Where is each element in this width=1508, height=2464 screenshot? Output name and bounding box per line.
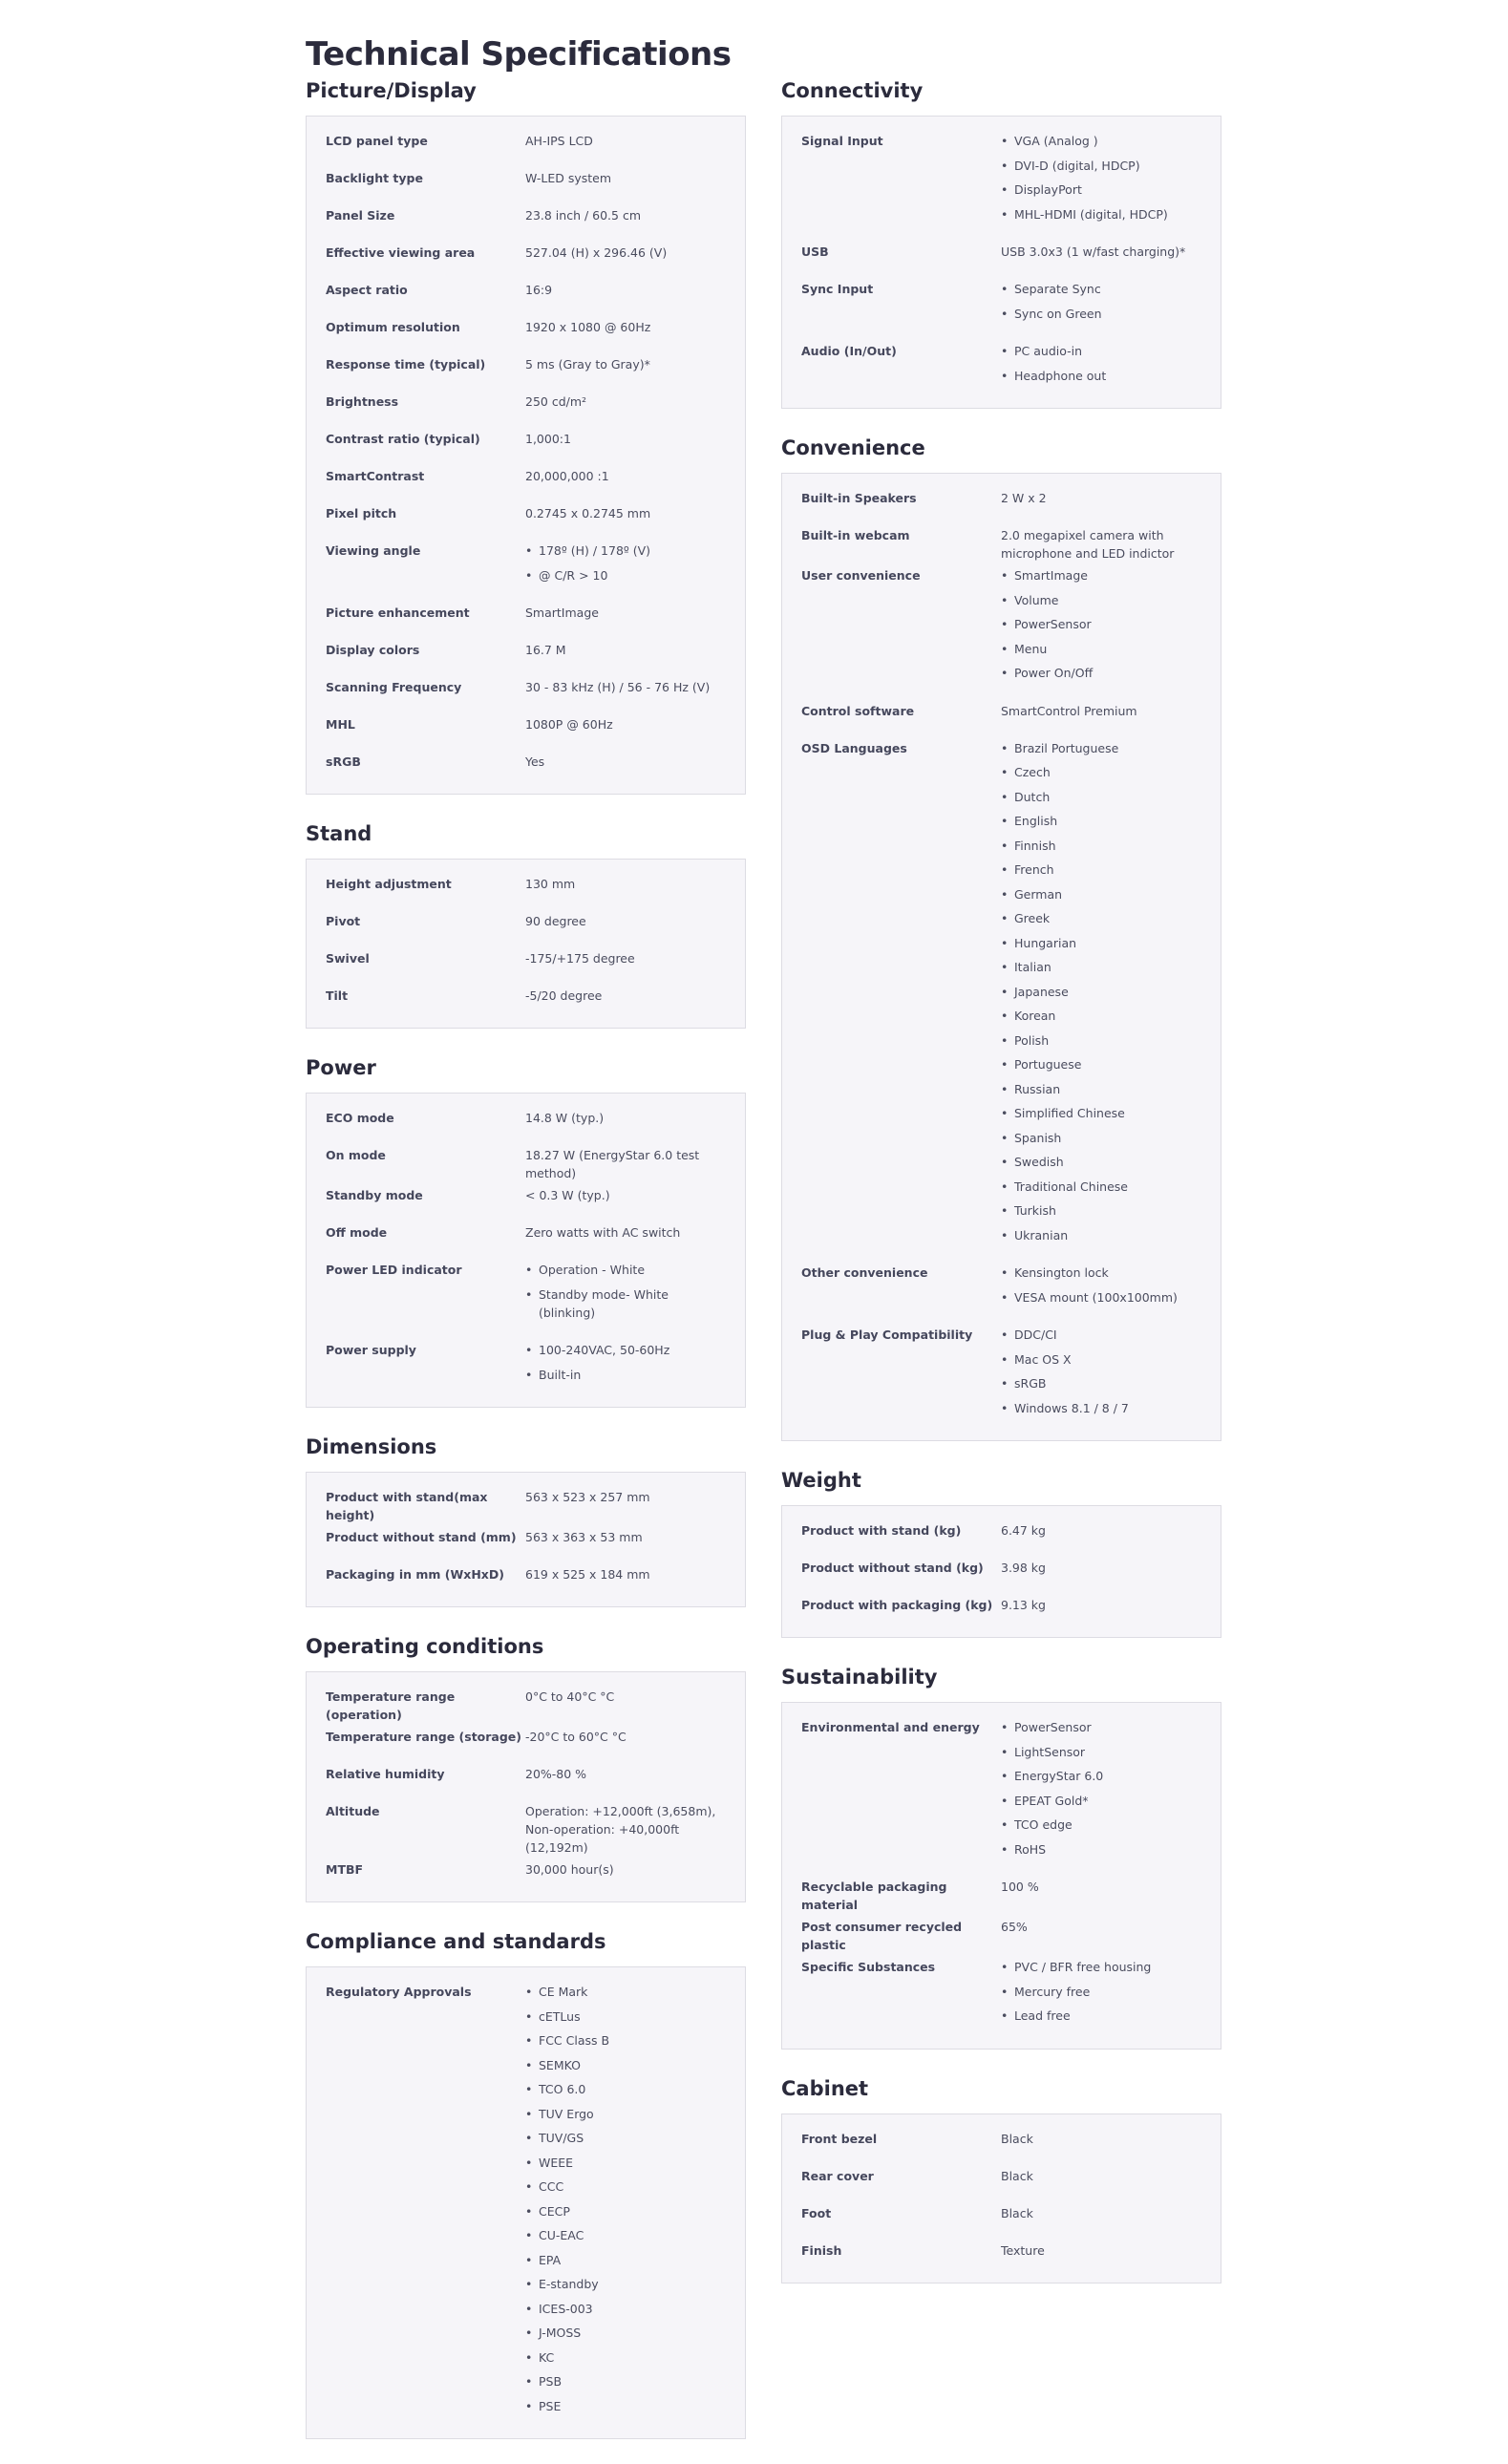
section-title: Power <box>306 1056 376 1079</box>
spec-value-list <box>1001 1326 1201 1417</box>
spec-row <box>326 1561 726 1599</box>
section-cabinet <box>781 2074 1221 2283</box>
spec-value-item: • SmartImage <box>1001 566 1201 584</box>
section-title: Operating conditions <box>306 1635 544 1658</box>
spec-row <box>326 463 726 500</box>
spec-label: Product without stand (mm) <box>326 1530 517 1544</box>
spec-value <box>1001 128 1201 229</box>
spec-value: SmartImage <box>525 605 599 620</box>
spec-label: Control software <box>801 703 915 718</box>
spec-label: Contrast ratio (typical) <box>326 432 480 446</box>
spec-value <box>1001 338 1201 391</box>
spec-value-item: • E-standby <box>525 2275 726 2293</box>
spec-value-item: • Ukranian <box>1001 1226 1201 1244</box>
spec-row <box>326 1857 726 1894</box>
spec-value-item: • Japanese <box>1001 983 1201 1001</box>
spec-label: Picture enhancement <box>326 605 470 620</box>
spec-value: -175/+175 degree <box>525 951 635 966</box>
section-title: Stand <box>306 822 372 845</box>
spec-row <box>326 426 726 463</box>
spec-value: 6.47 kg <box>1001 1523 1046 1538</box>
spec-value-item: • Simplified Chinese <box>1001 1104 1201 1122</box>
spec-value-item: • SEMKO <box>525 2056 726 2074</box>
spec-table <box>306 859 746 1029</box>
spec-label: On mode <box>326 1148 386 1162</box>
spec-row <box>326 277 726 314</box>
spec-value: 1080P @ 60Hz <box>525 717 613 732</box>
spec-value-item: • Volume <box>1001 591 1201 609</box>
spec-label: Backlight type <box>326 171 423 185</box>
spec-value-item: • Separate Sync <box>1001 280 1201 298</box>
spec-value <box>1001 1714 1201 1864</box>
spec-label: Foot <box>801 2205 832 2220</box>
spec-value-item: • KC <box>525 2348 726 2367</box>
spec-value: Zero watts with AC switch <box>525 1225 681 1240</box>
spec-value-item: • RoHS <box>1001 1840 1201 1859</box>
spec-row <box>326 1524 726 1561</box>
spec-value-item: • CECP <box>525 2202 726 2220</box>
spec-row <box>801 2163 1201 2200</box>
spec-label: Signal Input <box>801 134 883 148</box>
spec-value: 527.04 (H) x 296.46 (V) <box>525 245 668 260</box>
spec-table <box>306 116 746 795</box>
spec-label: Audio (In/Out) <box>801 344 897 358</box>
spec-value-item: • German <box>1001 885 1201 903</box>
spec-row <box>326 128 726 165</box>
spec-value-item: • Menu <box>1001 640 1201 658</box>
spec-label: Power supply <box>326 1343 416 1357</box>
spec-label: Environmental and energy <box>801 1720 980 1734</box>
section-picture-display <box>306 76 746 795</box>
spec-label: Scanning Frequency <box>326 680 462 694</box>
spec-value-item: • sRGB <box>1001 1374 1201 1392</box>
spec-value-item: • EnergyStar 6.0 <box>1001 1767 1201 1785</box>
spec-label: Built-in Speakers <box>801 491 917 505</box>
spec-label: Finish <box>801 2242 842 2258</box>
spec-value-item: • Dutch <box>1001 788 1201 806</box>
spec-row <box>326 871 726 908</box>
spec-row <box>801 128 1201 239</box>
section-operating-conditions <box>306 1632 746 1902</box>
spec-row <box>801 1874 1201 1914</box>
spec-value-list <box>1001 280 1201 323</box>
spec-label: Display colors <box>326 643 420 657</box>
spec-label: Sync Input <box>801 282 874 296</box>
spec-row <box>326 351 726 389</box>
spec-value-item: • PowerSensor <box>1001 615 1201 633</box>
spec-row <box>801 239 1201 276</box>
spec-value: 30 - 83 kHz (H) / 56 - 76 Hz (V) <box>525 680 711 694</box>
spec-value-item: • Power On/Off <box>1001 664 1201 682</box>
spec-value: 3.98 kg <box>1001 1561 1046 1575</box>
spec-value-item: • Swedish <box>1001 1153 1201 1171</box>
spec-value: -5/20 degree <box>525 988 603 1003</box>
section-title: Compliance and standards <box>306 1930 606 1953</box>
spec-value-item: • cETLus <box>525 2007 726 2026</box>
spec-value-item: • TUV Ergo <box>525 2105 726 2123</box>
spec-value: 30,000 hour(s) <box>525 1862 614 1877</box>
spec-row <box>326 240 726 277</box>
spec-row <box>326 1337 726 1399</box>
spec-value-list <box>1001 132 1201 223</box>
spec-row <box>326 202 726 240</box>
spec-label: Response time (typical) <box>326 357 486 372</box>
spec-value: W-LED system <box>525 171 612 185</box>
spec-value-item: • EPA <box>525 2251 726 2269</box>
spec-label: Product with stand(max height) <box>326 1490 488 1522</box>
spec-value <box>1001 1322 1201 1423</box>
spec-value: 0°C to 40°C °C <box>525 1689 615 1704</box>
spec-value-list <box>525 1341 726 1384</box>
spec-label: Viewing angle <box>326 543 421 558</box>
spec-row <box>801 2126 1201 2163</box>
spec-value-list <box>525 1983 726 2415</box>
spec-value-item: • WEEE <box>525 2154 726 2172</box>
spec-label: Regulatory Approvals <box>326 1985 472 1999</box>
section-compliance-and-standards <box>306 1927 746 2439</box>
spec-row <box>801 522 1201 563</box>
spec-value-item: • VGA (Analog ) <box>1001 132 1201 150</box>
spec-label: LCD panel type <box>326 134 428 148</box>
spec-value-item: • PVC / BFR free housing <box>1001 1958 1201 1976</box>
spec-value <box>525 538 726 590</box>
spec-value-item: • CCC <box>525 2177 726 2196</box>
spec-row <box>326 1182 726 1220</box>
spec-label: Product with stand (kg) <box>801 1523 962 1538</box>
spec-value: 250 cd/m² <box>525 394 587 409</box>
spec-row <box>801 2238 1201 2275</box>
spec-value-item: • Greek <box>1001 909 1201 927</box>
spec-label: Specific Substances <box>801 1960 936 1974</box>
spec-table <box>781 2114 1221 2283</box>
spec-value: 2.0 megapixel camera with microphone and LED indictor <box>1001 528 1175 561</box>
spec-label: Altitude <box>326 1804 380 1818</box>
spec-row <box>326 1798 726 1857</box>
spec-value: 18.27 W (EnergyStar 6.0 test method) <box>525 1148 700 1180</box>
spec-value-item: • Russian <box>1001 1080 1201 1098</box>
spec-row <box>801 563 1201 698</box>
spec-value <box>525 1257 726 1328</box>
spec-label: Plug & Play Compatibility <box>801 1328 973 1342</box>
spec-row <box>326 538 726 600</box>
spec-row <box>801 485 1201 522</box>
spec-value: 5 ms (Gray to Gray)* <box>525 357 650 372</box>
spec-label: Post consumer recycled plastic <box>801 1920 963 1952</box>
spec-label: Temperature range (operation) <box>326 1689 456 1722</box>
spec-label: Pixel pitch <box>326 506 397 520</box>
spec-value-item: • @ C/R > 10 <box>525 566 726 584</box>
spec-label: OSD Languages <box>801 740 907 755</box>
spec-value: 1920 x 1080 @ 60Hz <box>525 320 651 334</box>
section-weight <box>781 1466 1221 1638</box>
spec-label: Pivot <box>326 914 361 928</box>
spec-value-list <box>1001 1264 1201 1306</box>
spec-label: User convenience <box>801 568 921 583</box>
spec-table <box>306 1472 746 1607</box>
spec-row <box>801 1914 1201 1954</box>
spec-row <box>326 712 726 749</box>
spec-value-item: • PowerSensor <box>1001 1718 1201 1736</box>
spec-value: 16:9 <box>525 283 553 297</box>
spec-value-item: • French <box>1001 860 1201 879</box>
spec-value-list <box>1001 739 1201 1244</box>
spec-value: 23.8 inch / 60.5 cm <box>525 208 642 223</box>
spec-value <box>1001 1260 1201 1312</box>
spec-row <box>326 674 726 712</box>
spec-value-item: • Operation - White <box>525 1261 726 1279</box>
spec-value-item: • Headphone out <box>1001 367 1201 385</box>
spec-label: Other convenience <box>801 1265 928 1280</box>
spec-value: Black <box>1001 2168 1033 2183</box>
spec-table <box>306 1093 746 1408</box>
spec-value-item: • Brazil Portuguese <box>1001 739 1201 757</box>
section-stand <box>306 819 746 1029</box>
spec-value: Black <box>1001 2205 1033 2220</box>
section-convenience <box>781 434 1221 1441</box>
spec-value-item: • PSE <box>525 2397 726 2415</box>
spec-row <box>326 637 726 674</box>
spec-value-list <box>1001 342 1201 385</box>
spec-value: AH-IPS LCD <box>525 134 593 148</box>
spec-row <box>326 1257 726 1337</box>
spec-value-list <box>1001 1958 1201 2025</box>
spec-value-item: • ICES-003 <box>525 2300 726 2318</box>
spec-value-item: • Built-in <box>525 1366 726 1384</box>
spec-value-item: • VESA mount (100x100mm) <box>1001 1288 1201 1306</box>
spec-value <box>525 1337 726 1390</box>
spec-label: Standby mode <box>326 1188 423 1202</box>
spec-value: 20%-80 % <box>525 1767 587 1781</box>
spec-row <box>801 698 1201 735</box>
spec-value-item: • CU-EAC <box>525 2226 726 2244</box>
spec-value-item: • J-MOSS <box>525 2324 726 2342</box>
spec-table <box>781 1505 1221 1638</box>
spec-value-item: • Italian <box>1001 958 1201 976</box>
spec-row <box>326 1724 726 1761</box>
spec-value-item: • Portuguese <box>1001 1055 1201 1073</box>
spec-value: Texture <box>1001 2242 1045 2258</box>
spec-value: Yes <box>525 754 545 769</box>
spec-row <box>801 1714 1201 1874</box>
spec-value: SmartControl Premium <box>1001 703 1137 718</box>
spec-value-item: • Windows 8.1 / 8 / 7 <box>1001 1399 1201 1417</box>
spec-value <box>1001 1954 1201 2031</box>
spec-row <box>801 1518 1201 1555</box>
spec-table <box>781 1702 1221 2050</box>
spec-row <box>326 1105 726 1142</box>
spec-row <box>326 945 726 983</box>
section-title: Dimensions <box>306 1435 437 1458</box>
spec-label: Tilt <box>326 988 349 1003</box>
spec-value-list <box>525 542 726 584</box>
spec-value-item: • TCO edge <box>1001 1816 1201 1834</box>
spec-label: Packaging in mm (WxHxD) <box>326 1567 504 1582</box>
spec-label: Off mode <box>326 1225 388 1240</box>
spec-label: Panel Size <box>326 208 395 223</box>
spec-table <box>306 1966 746 2439</box>
spec-row <box>801 1555 1201 1592</box>
spec-value: 2 W x 2 <box>1001 491 1047 505</box>
spec-value: 16.7 M <box>525 643 566 657</box>
spec-value-item: • Korean <box>1001 1007 1201 1025</box>
spec-value: 65% <box>1001 1920 1028 1934</box>
spec-label: SmartContrast <box>326 469 425 483</box>
spec-row <box>801 276 1201 338</box>
spec-value <box>1001 276 1201 329</box>
spec-table <box>306 1671 746 1902</box>
section-title: Weight <box>781 1469 861 1492</box>
spec-value: Operation: +12,000ft (3,658m), Non-operation: +40,000ft (12,192m) <box>525 1804 716 1855</box>
section-dimensions <box>306 1433 746 1607</box>
spec-row <box>326 1484 726 1524</box>
section-title: Picture/Display <box>306 79 477 102</box>
spec-value <box>1001 735 1201 1251</box>
spec-value-item: • LightSensor <box>1001 1743 1201 1761</box>
spec-value-item: • Kensington lock <box>1001 1264 1201 1282</box>
spec-value-item: • Spanish <box>1001 1129 1201 1147</box>
spec-row <box>326 1684 726 1724</box>
spec-row <box>326 389 726 426</box>
spec-value-list <box>1001 566 1201 682</box>
spec-value: 563 x 363 x 53 mm <box>525 1530 643 1544</box>
spec-value: 100 % <box>1001 1880 1039 1894</box>
spec-table <box>781 116 1221 409</box>
section-title: Cabinet <box>781 2076 869 2100</box>
spec-value-item: • EPEAT Gold* <box>1001 1792 1201 1810</box>
spec-value: USB 3.0x3 (1 w/fast charging)* <box>1001 244 1186 259</box>
spec-label: MHL <box>326 717 355 732</box>
spec-label: Built-in webcam <box>801 528 910 542</box>
spec-label: Product without stand (kg) <box>801 1561 984 1575</box>
spec-row <box>326 500 726 538</box>
spec-value: 563 x 523 x 257 mm <box>525 1490 650 1504</box>
spec-label: Product with packaging (kg) <box>801 1598 993 1612</box>
spec-value <box>525 1979 726 2421</box>
spec-label: Temperature range (storage) <box>326 1730 521 1744</box>
spec-row <box>326 1220 726 1257</box>
spec-value: < 0.3 W (typ.) <box>525 1188 610 1202</box>
section-title: Sustainability <box>781 1666 938 1689</box>
spec-row <box>801 2200 1201 2238</box>
spec-value-item: • Hungarian <box>1001 934 1201 952</box>
spec-label: Relative humidity <box>326 1767 445 1781</box>
spec-value-item: • Sync on Green <box>1001 305 1201 323</box>
spec-label: Effective viewing area <box>326 245 476 260</box>
spec-value-item: • 178º (H) / 178º (V) <box>525 542 726 560</box>
right-column <box>781 76 1221 2308</box>
spec-value-item: • TUV/GS <box>525 2129 726 2147</box>
spec-row <box>801 1322 1201 1433</box>
section-sustainability <box>781 1663 1221 2050</box>
spec-value: 90 degree <box>525 914 586 928</box>
spec-value-item: • Polish <box>1001 1031 1201 1050</box>
spec-value: 619 x 525 x 184 mm <box>525 1567 650 1582</box>
spec-value <box>1001 563 1201 689</box>
spec-row <box>801 1260 1201 1322</box>
spec-label: Recyclable packaging material <box>801 1880 947 1912</box>
spec-row <box>326 1761 726 1798</box>
spec-row <box>801 1592 1201 1629</box>
spec-value-item: • MHL-HDMI (digital, HDCP) <box>1001 205 1201 223</box>
spec-value: 130 mm <box>525 877 576 891</box>
spec-value-item: • Lead free <box>1001 2007 1201 2025</box>
spec-value-list <box>1001 1718 1201 1859</box>
spec-table <box>781 473 1221 1441</box>
spec-value: Black <box>1001 2131 1033 2146</box>
spec-label: sRGB <box>326 754 361 769</box>
spec-label: MTBF <box>326 1862 364 1877</box>
spec-label: USB <box>801 244 829 259</box>
spec-label: Brightness <box>326 394 399 409</box>
spec-value-item: • Turkish <box>1001 1201 1201 1220</box>
spec-row <box>326 165 726 202</box>
spec-value-item: • Traditional Chinese <box>1001 1178 1201 1196</box>
spec-row <box>326 983 726 1020</box>
spec-value: 20,000,000 :1 <box>525 469 609 483</box>
spec-value-item: • TCO 6.0 <box>525 2080 726 2098</box>
spec-row <box>801 735 1201 1261</box>
spec-row <box>326 908 726 945</box>
spec-label: ECO mode <box>326 1111 394 1125</box>
spec-row <box>801 1954 1201 2041</box>
spec-label: Height adjustment <box>326 877 452 891</box>
spec-label: Front bezel <box>801 2131 878 2146</box>
section-title: Connectivity <box>781 79 924 102</box>
spec-value: 14.8 W (typ.) <box>525 1111 605 1125</box>
spec-row <box>326 1142 726 1182</box>
spec-row <box>326 1979 726 2431</box>
spec-value-item: • Mac OS X <box>1001 1350 1201 1369</box>
spec-label: Swivel <box>326 951 370 966</box>
left-column <box>306 76 746 2464</box>
spec-value: 9.13 kg <box>1001 1598 1046 1612</box>
spec-value: -20°C to 60°C °C <box>525 1730 627 1744</box>
spec-value-item: • DVI-D (digital, HDCP) <box>1001 157 1201 175</box>
spec-label: Power LED indicator <box>326 1263 462 1277</box>
spec-value-item: • FCC Class B <box>525 2031 726 2050</box>
spec-value-item: • Finnish <box>1001 837 1201 855</box>
spec-value-item: • 100-240VAC, 50-60Hz <box>525 1341 726 1359</box>
spec-value-item: • DisplayPort <box>1001 181 1201 199</box>
spec-value-item: • DDC/CI <box>1001 1326 1201 1344</box>
spec-value-list <box>525 1261 726 1322</box>
section-title: Convenience <box>781 436 925 459</box>
spec-value: 0.2745 x 0.2745 mm <box>525 506 651 520</box>
section-connectivity <box>781 76 1221 409</box>
spec-label: Rear cover <box>801 2168 874 2183</box>
spec-value-item: • English <box>1001 812 1201 830</box>
spec-value-item: • Czech <box>1001 763 1201 781</box>
spec-value-item: • PC audio-in <box>1001 342 1201 360</box>
section-power <box>306 1053 746 1408</box>
spec-row <box>326 749 726 786</box>
spec-row <box>326 314 726 351</box>
spec-value-item: • Mercury free <box>1001 1983 1201 2001</box>
spec-row <box>801 338 1201 400</box>
spec-value: 1,000:1 <box>525 432 571 446</box>
spec-value-item: • Standby mode- White (blinking) <box>525 1285 726 1322</box>
spec-label: Optimum resolution <box>326 320 460 334</box>
spec-label: Aspect ratio <box>326 283 408 297</box>
spec-row <box>326 600 726 637</box>
page-title: Technical Specifications <box>306 34 732 74</box>
spec-value-item: • PSB <box>525 2372 726 2390</box>
spec-value-item: • CE Mark <box>525 1983 726 2001</box>
